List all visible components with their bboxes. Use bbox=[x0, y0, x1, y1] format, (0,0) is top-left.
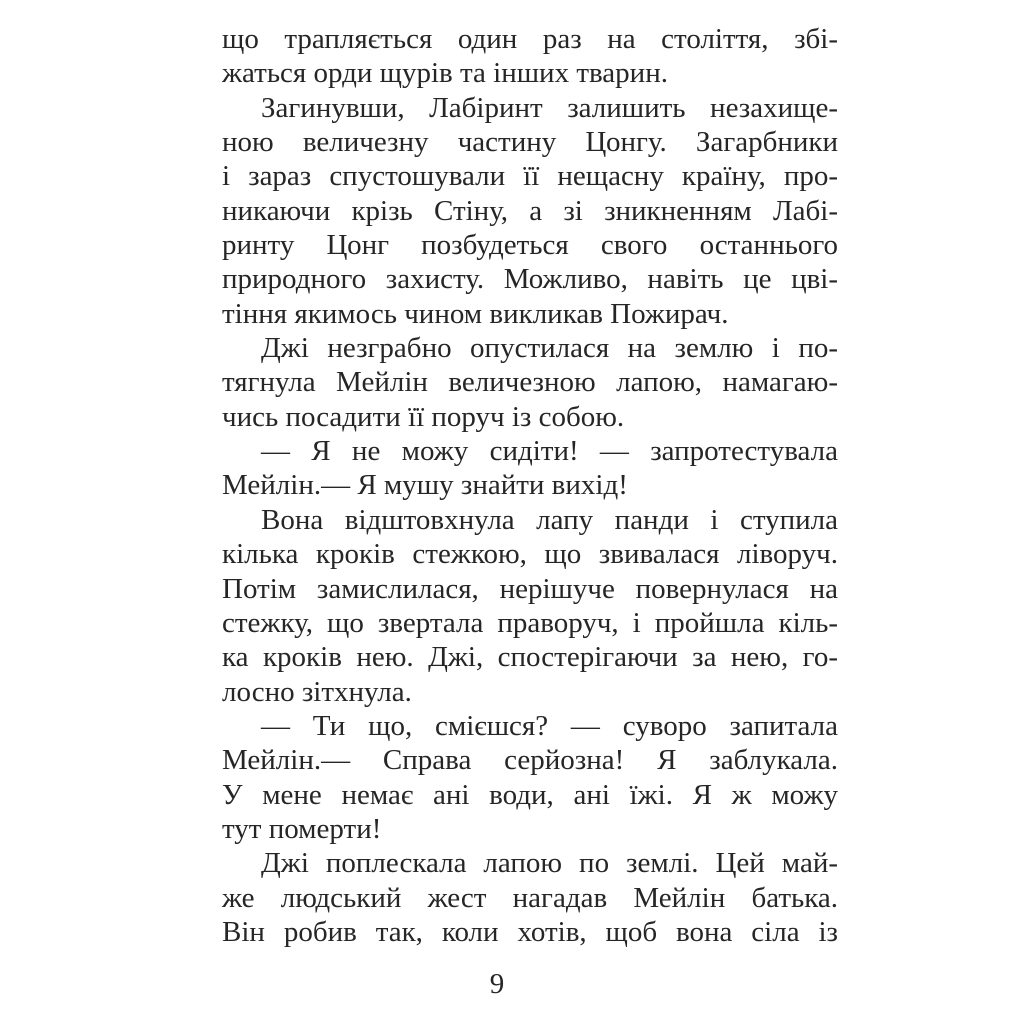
text-line: тут померти! bbox=[222, 812, 382, 845]
text-line: тягнула Мейлін величезною лапою, намагаю- bbox=[222, 366, 838, 399]
text-line: ка кроків нею. Джі, спостерігаючи за нею, го- bbox=[222, 641, 838, 674]
text-line: Він робив так, коли хотів, щоб вона сіла із bbox=[222, 915, 838, 948]
text-line: чись посадити її поруч із собою. bbox=[222, 400, 625, 433]
text-line: У мене немає ані води, ані їжі. Я ж можу bbox=[222, 778, 838, 811]
text-line: Джі незграбно опустилася на землю і по- bbox=[261, 332, 838, 365]
text-line: лосно зітхнула. bbox=[222, 675, 412, 708]
text-line: що трапляється один раз на століття, збі- bbox=[222, 23, 838, 55]
text-line: ринту Цонг позбудеться свого останнього bbox=[222, 229, 838, 262]
text-line: тіння якимось чином викликав Пожирач. bbox=[222, 297, 729, 330]
text-line: кілька кроків стежкою, що звивалася ліворуч. bbox=[222, 538, 838, 571]
text-line: природного захисту. Можливо, навіть це цві- bbox=[222, 263, 838, 296]
text-line: — Ти що, смієшся? — суворо запитала bbox=[261, 709, 838, 742]
text-line: Потім замислилася, нерішуче повернулася на bbox=[222, 572, 838, 605]
text-line: ною величезну частину Цонгу. Загарбники bbox=[222, 126, 838, 159]
text-line: жаться орди щурів та інших тварин. bbox=[222, 57, 668, 90]
text-line: же людський жест нагадав Мейлін батька. bbox=[222, 881, 838, 914]
page-number: 9 bbox=[489, 968, 505, 1000]
text-line: Мейлін.— Справа серйозна! Я заблукала. bbox=[222, 744, 838, 777]
text-line: Джі поплескала лапою по землі. Цей май- bbox=[261, 847, 838, 880]
text-line: Загинувши, Лабіринт залишить незахище- bbox=[261, 91, 838, 124]
text-line: стежку, що звертала праворуч, і пройшла кіль- bbox=[222, 606, 838, 639]
text-line: і зараз спустошували її нещасну країну, про- bbox=[222, 160, 838, 193]
text-line: Вона відштовхнула лапу панди і ступила bbox=[261, 503, 838, 536]
text-line: Мейлін.— Я мушу знайти вихід! bbox=[222, 469, 628, 502]
text-line: никаючи крізь Стіну, а зі зникненням Лабі- bbox=[222, 194, 838, 227]
text-line: — Я не можу сидіти! — запротестувала bbox=[261, 435, 838, 468]
page-text bbox=[222, 22, 838, 949]
